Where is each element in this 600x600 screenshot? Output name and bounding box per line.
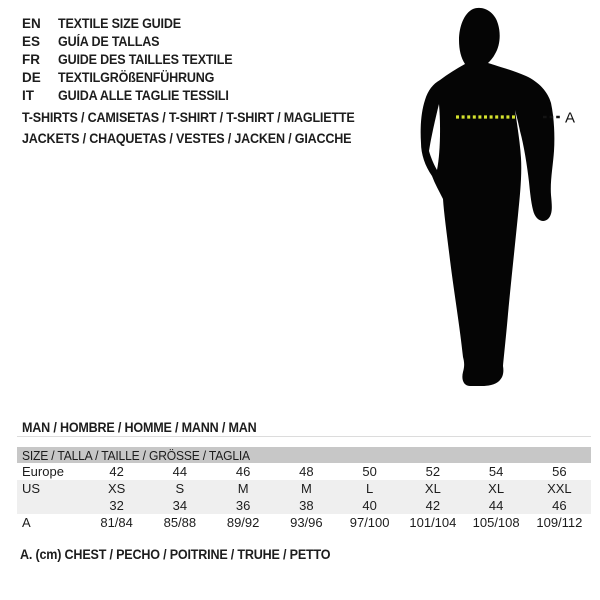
list-item — [22, 87, 246, 105]
table-cell: 38 — [299, 498, 314, 513]
table-cell: 109/112 — [536, 515, 583, 530]
table-cell: 44 — [172, 464, 188, 479]
table-cell: 32 — [109, 498, 124, 513]
table-cell: 46 — [235, 464, 251, 479]
language-guide-list — [22, 15, 246, 105]
category-lines — [22, 107, 380, 149]
category-line-tshirts: T-SHIRTS / CAMISETAS / T-SHIRT / T-SHIRT / MAGLIETTE — [22, 110, 355, 125]
language-code: FR — [22, 52, 40, 67]
table-row-chest-a — [17, 514, 591, 531]
measure-label-a: A — [565, 109, 576, 127]
language-label: GUIDE DES TAILLES TEXTILE — [58, 52, 233, 67]
table-cell: 42 — [425, 498, 441, 513]
table-cell: XL — [424, 481, 441, 496]
language-code: ES — [22, 34, 41, 49]
list-item — [22, 33, 246, 51]
table-cell: XL — [488, 481, 505, 496]
table-cell: 48 — [299, 464, 314, 479]
list-item — [22, 51, 246, 69]
table-cell: 36 — [235, 498, 251, 513]
table-cell: 34 — [172, 498, 188, 513]
list-item — [22, 69, 246, 87]
table-cell: 105/108 — [472, 515, 520, 530]
table-cell: 50 — [362, 464, 377, 479]
row-label: A — [22, 515, 31, 530]
language-code: IT — [22, 88, 34, 103]
table-cell: 44 — [488, 498, 504, 513]
table-cell: XXL — [547, 481, 572, 496]
table-cell: 52 — [425, 464, 441, 479]
table-cell: XS — [107, 481, 126, 496]
table-cell: 101/104 — [409, 515, 457, 530]
table-cell: 85/88 — [163, 515, 197, 530]
table-cell: 40 — [362, 498, 377, 513]
table-cell: 42 — [109, 464, 124, 479]
table-cell: 56 — [552, 464, 567, 479]
table-cell: 89/92 — [226, 515, 260, 530]
man-silhouette-icon — [390, 0, 600, 400]
language-label: TEXTILE SIZE GUIDE — [58, 16, 181, 31]
row-label: US — [22, 481, 41, 496]
table-cell: L — [366, 481, 374, 496]
language-label: GUIDA ALLE TAGLIE TESSILI — [58, 88, 229, 103]
table-header-row — [17, 447, 591, 463]
table-cell: 97/100 — [349, 515, 390, 530]
table-header-label: SIZE / TALLA / TAILLE / GRÖSSE / TAGLIA — [22, 447, 250, 463]
table-cell: M — [300, 481, 312, 496]
table-row-us-letters — [17, 480, 591, 497]
table-cell: S — [175, 481, 185, 496]
row-label: Europe — [22, 464, 64, 479]
table-cell: 46 — [552, 498, 567, 513]
footnote-chest: A. (cm) CHEST / PECHO / POITRINE / TRUHE / PETTO — [20, 547, 331, 562]
language-code: DE — [22, 70, 41, 85]
table-cell: 54 — [488, 464, 504, 479]
language-label: GUÍA DE TALLAS — [58, 34, 160, 49]
language-code: EN — [22, 16, 41, 31]
table-cell: 93/96 — [290, 515, 323, 530]
category-line-jackets: JACKETS / CHAQUETAS / VESTES / JACKEN / GIACCHE — [22, 131, 352, 146]
size-table — [17, 447, 591, 531]
table-row-us-numbers — [17, 497, 591, 514]
man-silhouette-body — [421, 8, 555, 386]
table-row-europe — [17, 463, 591, 480]
list-item — [22, 15, 246, 33]
language-label: TEXTILGRÖßENFÜHRUNG — [58, 70, 215, 85]
divider-line — [17, 436, 591, 437]
section-heading-man: MAN / HOMBRE / HOMME / MANN / MAN — [22, 420, 257, 435]
table-cell: 81/84 — [100, 515, 133, 530]
table-cell: M — [237, 481, 249, 496]
